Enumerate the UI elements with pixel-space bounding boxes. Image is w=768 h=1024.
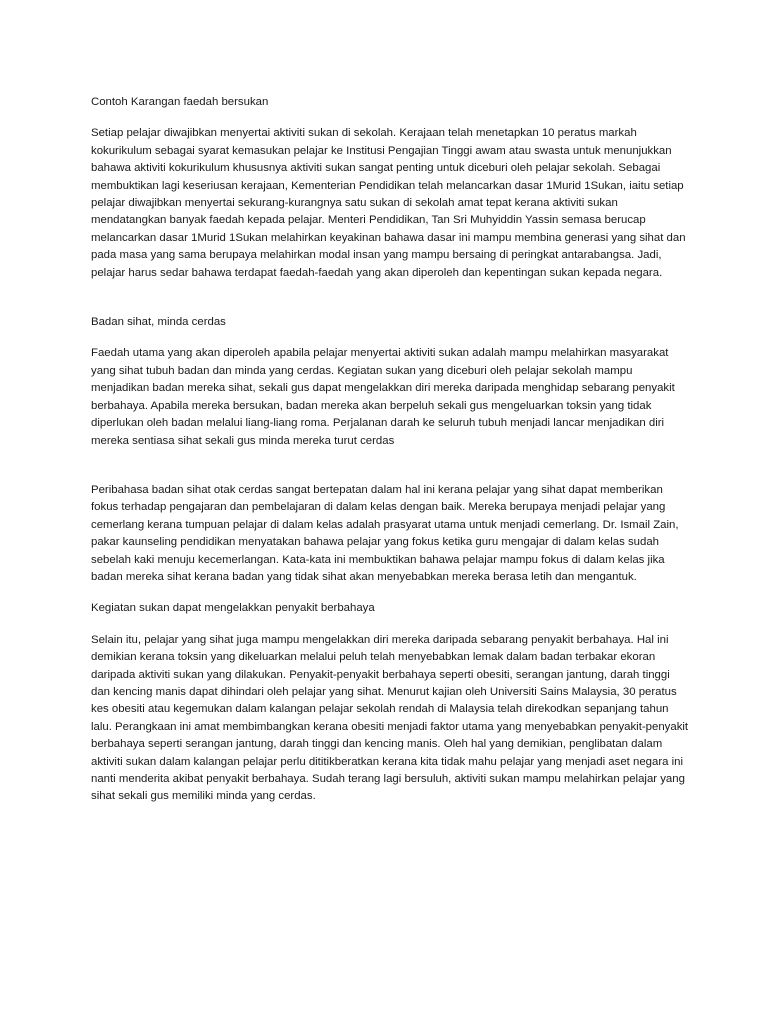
document-title: Contoh Karangan faedah bersukan <box>91 96 269 108</box>
section-heading-kegiatan-sukan: Kegiatan sukan dapat mengelakkan penyakit berbahaya <box>91 602 375 615</box>
paragraph-peribahasa: Peribahasa badan sihat otak cerdas sangat bertepatan dalam hal ini kerana pelajar yang sihat dapat memberikan fokus terhadap pengajaran dan pembelajaran di dalam kelas dengan baik. Mereka berupaya menjadi pelajar yang cemerlang kerana tumpuan pelajar di dalam kelas adalah prasyarat utama untuk menjadi cemerlang. Dr. Ismail Zain, pakar kaunseling pendidikan menyatakan bahawa pelajar yang fokus ketika guru mengajar di dalam kelas sudah sebelah kaki menuju kecemerlangan. Kata-kata ini membuktikan bahawa pelajar mampu fokus di dalam kelas jika badan mereka sihat kerana badan yang tidak sihat akan menyebabkan mereka berasa letih dan mengantuk. <box>91 483 679 583</box>
paragraph-faedah-utama: Faedah utama yang akan diperoleh apabila pelajar menyertai aktiviti sukan adalah mampu melahirkan masyarakat yang sihat tubuh badan dan minda yang cerdas. Kegiatan sukan yang diceburi oleh pelajar sekolah mampu menjadikan badan mereka sihat, sekali gus dapat mengelakkan diri mereka daripada menghidap sebarang penyakit berbahaya. Apabila mereka bersukan, badan mereka akan berpeluh sekali gus mengeluarkan toksin yang tidak diperlukan oleh badan melalui liang-liang roma. Perjalanan darah ke seluruh tubuh menjadi lancar menjadikan diri mereka sentiasa sihat sekali gus minda mereka turut cerdas <box>91 347 675 447</box>
document-body <box>91 94 691 806</box>
section-heading-badan-sihat: Badan sihat, minda cerdas <box>91 316 226 329</box>
intro-paragraph: Setiap pelajar diwajibkan menyertai aktiviti sukan di sekolah. Kerajaan telah menetapkan 10 peratus markah kokurikulum sebagai syarat kemasukan pelajar ke Institusi Pengajian Tinggi awam atau swasta untuk menunjukkan bahawa aktiviti kokurikulum khususnya aktiviti sukan sangat penting untuk diceburi oleh pelajar sekolah. Sebagai membuktikan lagi keseriusan kerajaan, Kementerian Pendidikan telah melancarkan dasar 1Murid 1Sukan, iaitu setiap pelajar diwajibkan menyertai sekurang-kurangnya satu sukan di sekolah amat tepat kerana aktiviti sukan mendatangkan banyak faedah kepada pelajar. Menteri Pendidikan, Tan Sri Muhyiddin Yassin semasa berucap melancarkan dasar 1Murid 1Sukan melahirkan keyakinan bahawa dasar ini mampu membina generasi yang sihat dan pada masa yang sama berupaya melahirkan modal insan yang mampu bersaing di peringkat antarabangsa. Jadi, pelajar harus sedar bahawa terdapat faedah-faedah yang akan diperoleh dan kepentingan sukan kepada negara. <box>91 127 686 279</box>
paragraph-selain-itu: Selain itu, pelajar yang sihat juga mampu mengelakkan diri mereka daripada sebarang penyakit berbahaya. Hal ini demikian kerana toksin yang dikeluarkan melalui peluh telah menyebabkan lemak dalam badan terbakar ekoran daripada aktiviti sukan yang dilakukan. Penyakit-penyakit berbahaya seperti obesiti, serangan jantung, darah tinggi dan kencing manis dapat dihindari oleh pelajar yang sihat. Menurut kajian oleh Universiti Sains Malaysia, 30 peratus kes obesiti atau kegemukan dalam kalangan pelajar sekolah rendah di Malaysia telah direkodkan sepanjang tahun lalu. Perangkaan ini amat membimbangkan kerana obesiti menjadi faktor utama yang menyebabkan penyakit-penyakit berbahaya seperti serangan jantung, darah tinggi dan kencing manis. Oleh hal yang demikian, penglibatan dalam aktiviti sukan dalam kalangan pelajar perlu dititikberatkan kerana kita tidak mahu pelajar yang menjadi aset negara ini nanti menderita akibat penyakit berbahaya. Sudah terang lagi bersuluh, aktiviti sukan mampu melahirkan pelajar yang sihat sekali gus memiliki minda yang cerdas. <box>91 633 689 803</box>
